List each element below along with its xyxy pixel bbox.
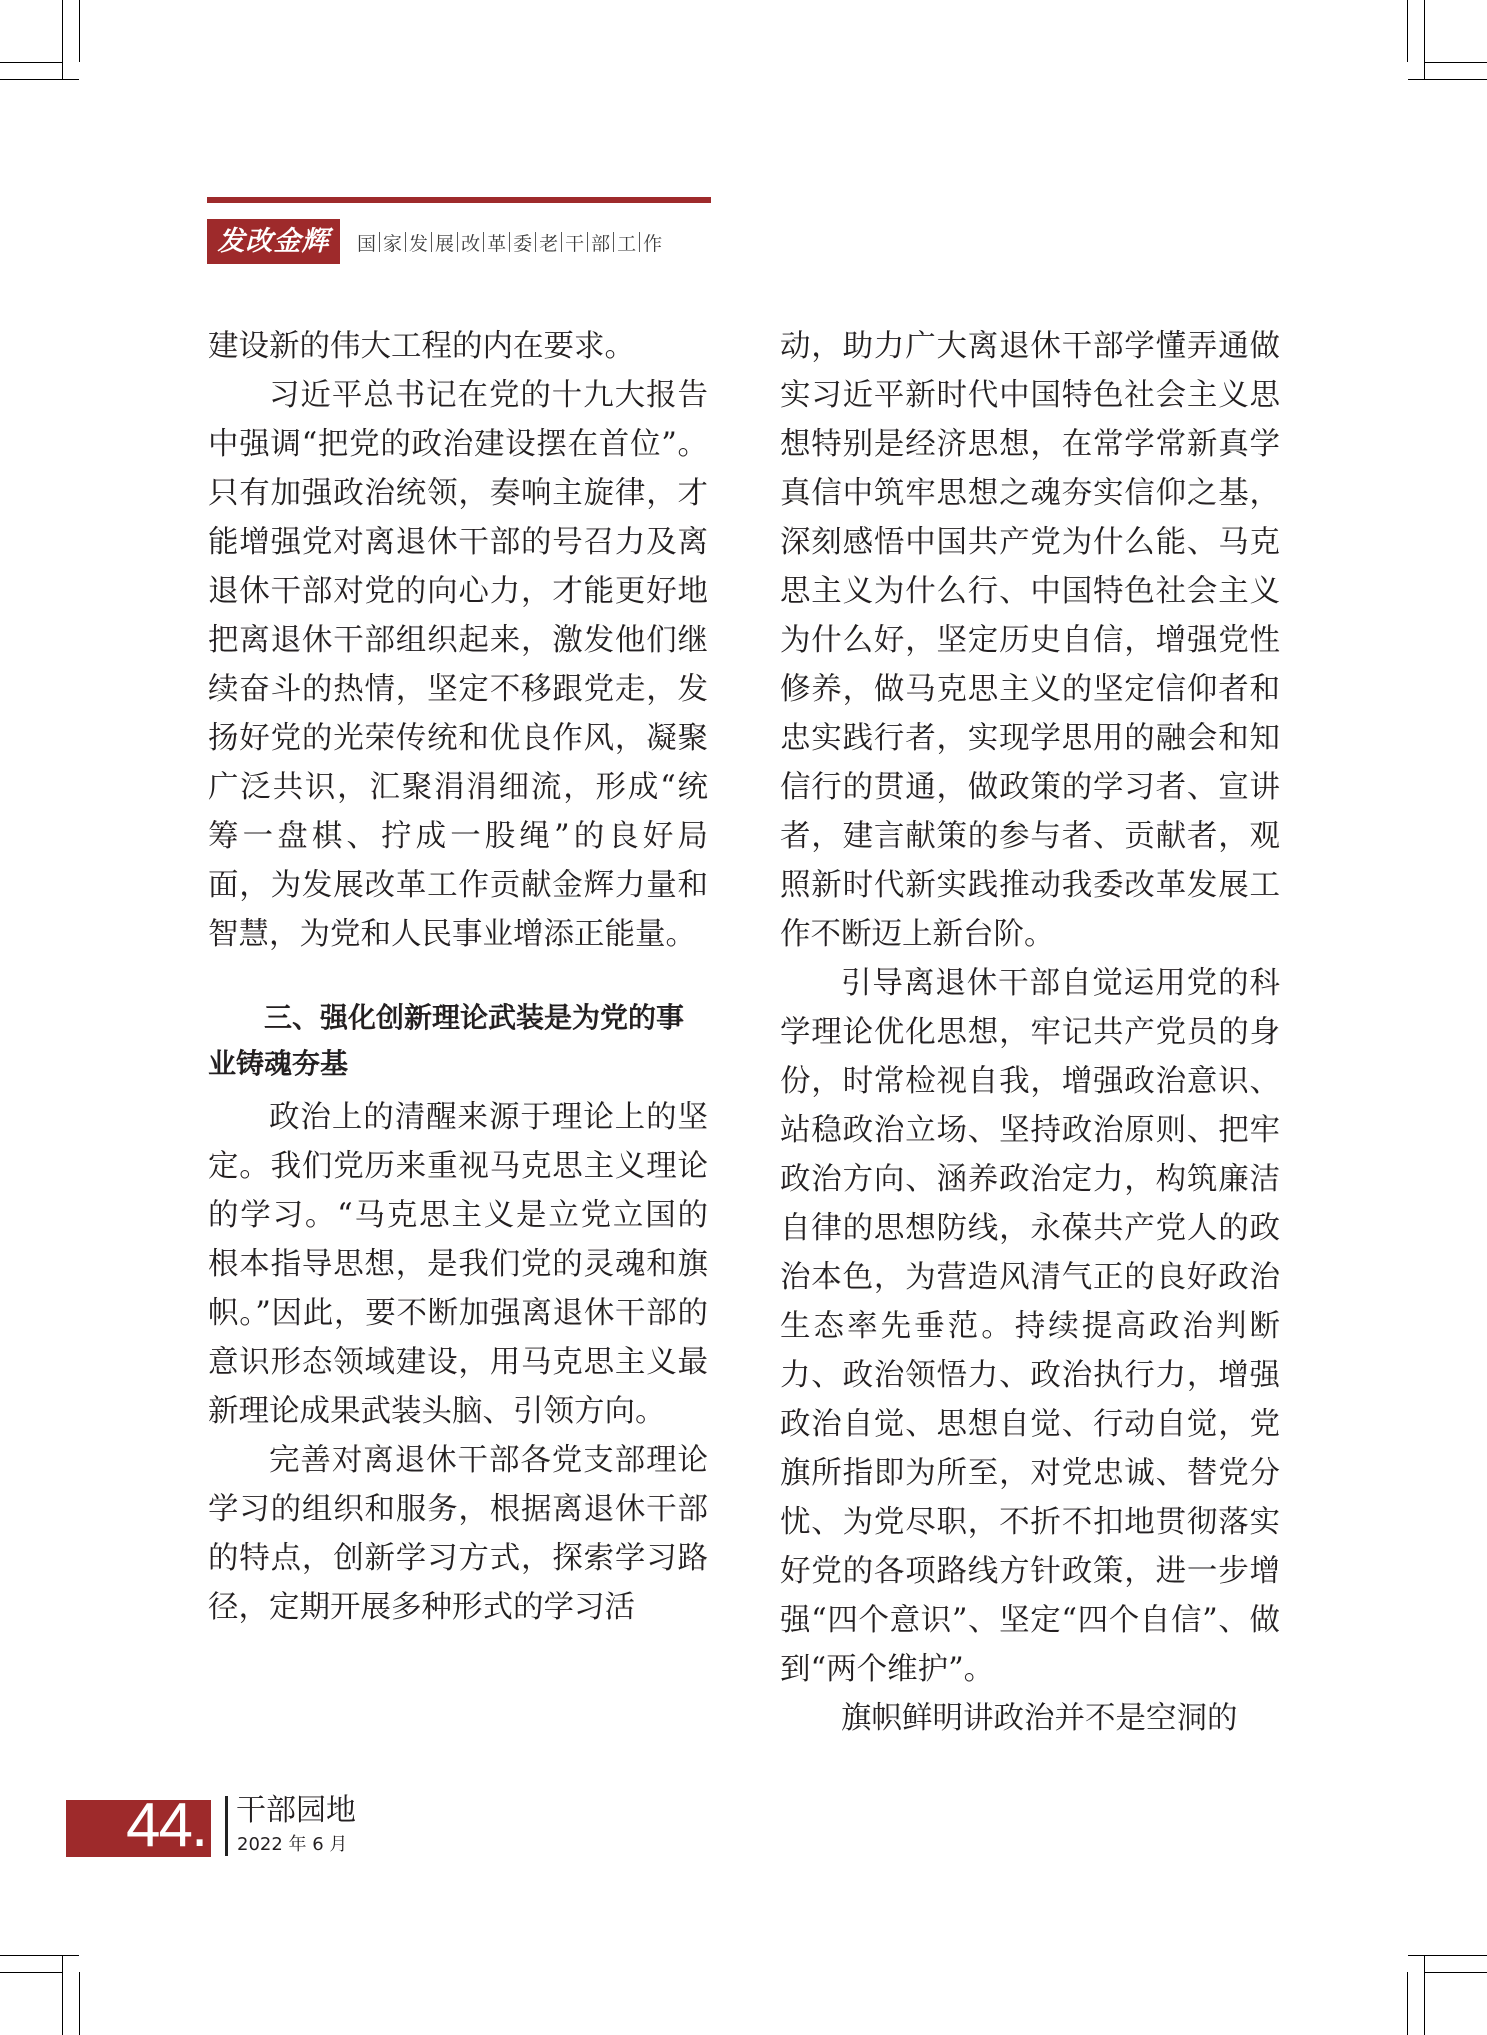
crop-mark: [62, 1955, 63, 2035]
right-column: [780, 322, 1280, 1743]
title-char: 工: [617, 232, 637, 255]
header-rule: [207, 197, 711, 203]
title-char: 部: [591, 232, 611, 255]
paragraph: 动，助力广大离退休干部学懂弄通做实习近平新时代中国特色社会主义思想特别是经济思想，在常学常新真学真信中筑牢思想之魂夯实信仰之基，深刻感悟中国共产党为什么能、马克思主义为什么行、中国特色社会主义为什么好，坚定历史自信，增强党性修养，做马克思主义的坚定信仰者和忠实践行者，实现学思用的融会和知信行的贯通，做政策的学习者、宣讲者，建言献策的参与者、贡献者，观照新时代新实践推动我委改革发展工作不断迈上新台阶。: [780, 329, 1280, 952]
paragraph: 完善对离退休干部各党支部理论学习的组织和服务，根据离退休干部的特点，创新学习方式，探索学习路径，定期开展多种形式的学习活: [208, 1443, 708, 1625]
issue-date: 2022 年 6 月: [237, 1834, 348, 1855]
crop-mark: [62, 0, 63, 79]
crop-mark: [1424, 62, 1487, 63]
page-number: 44.: [126, 1791, 207, 1860]
title-char: 展: [435, 232, 455, 255]
title-char: 国: [357, 232, 377, 255]
crop-mark: [1407, 1972, 1408, 2035]
paragraph: 建设新的伟大工程的内在要求。: [208, 329, 635, 364]
crop-mark: [79, 0, 80, 62]
crop-mark: [1424, 0, 1425, 79]
crop-mark: [1407, 0, 1408, 62]
title-char: 家: [383, 232, 403, 255]
paragraph: 政治上的清醒来源于理论上的坚定。我们党历来重视马克思主义理论的学习。“马克思主义是立党立国的根本指导思想，是我们党的灵魂和旗帜。”因此，要不断加强离退休干部的意识形态领域建设，用马克思主义最新理论成果武装头脑、引领方向。: [208, 1100, 708, 1429]
footer-divider: [225, 1796, 228, 1856]
paragraph: 引导离退休干部自觉运用党的科学理论优化思想，牢记共产党员的身份，时常检视自我，增强政治意识、站稳政治立场、坚持政治原则、把牢政治方向、涵养政治定力，构筑廉洁自律的思想防线，永葆共产党人的政治本色，为营造风清气正的良好政治生态率先垂范。持续提高政治判断力、政治领悟力、政治执行力，增强政治自觉、思想自觉、行动自觉，党旗所指即为所至，对党忠诚、替党分忧、为党尽职，不折不扣地贯彻落实好党的各项路线方针政策，进一步增强“四个意识”、坚定“四个自信”、做到“两个维护”。: [780, 966, 1280, 1687]
title-char: 发: [409, 232, 429, 255]
crop-mark: [0, 62, 62, 63]
title-char: 改: [461, 232, 481, 255]
title-char: 作: [643, 232, 663, 255]
crop-mark: [1424, 1972, 1487, 1973]
crop-mark: [79, 1972, 80, 2035]
left-column: [208, 322, 708, 1632]
crop-mark: [0, 1972, 62, 1973]
section-heading: 三、强化创新理论武装是为党的事业铸魂夯基: [208, 1001, 685, 1080]
crop-mark: [0, 1955, 79, 1956]
title-char: 革: [487, 232, 507, 255]
crop-mark: [0, 79, 79, 80]
title-char: 老: [539, 232, 559, 255]
paragraph: 习近平总书记在党的十九大报告中强调“把党的政治建设摆在首位”。只有加强政治统领，奏响主旋律，才能增强党对离退休干部的号召力及离退休干部对党的向心力，才能更好地把离退休干部组织起来，激发他们继续奋斗的热情，坚定不移跟党走，发扬好党的光荣传统和优良作风，凝聚广泛共识，汇聚涓涓细流，形成“统筹一盘棋、拧成一股绳”的良好局面，为发展改革工作贡献金辉力量和智慧，为党和人民事业增添正能量。: [208, 378, 708, 952]
paragraph: 旗帜鲜明讲政治并不是空洞的: [841, 1701, 1238, 1736]
crop-mark: [1408, 1955, 1487, 1956]
crop-mark: [1424, 1955, 1425, 2035]
crop-mark: [1408, 79, 1487, 80]
column-title: [354, 226, 665, 258]
column-badge: 发改金辉: [207, 219, 340, 264]
magazine-section: 干部园地: [236, 1793, 356, 1828]
title-char: 委: [513, 232, 533, 255]
title-char: 干: [565, 232, 585, 255]
